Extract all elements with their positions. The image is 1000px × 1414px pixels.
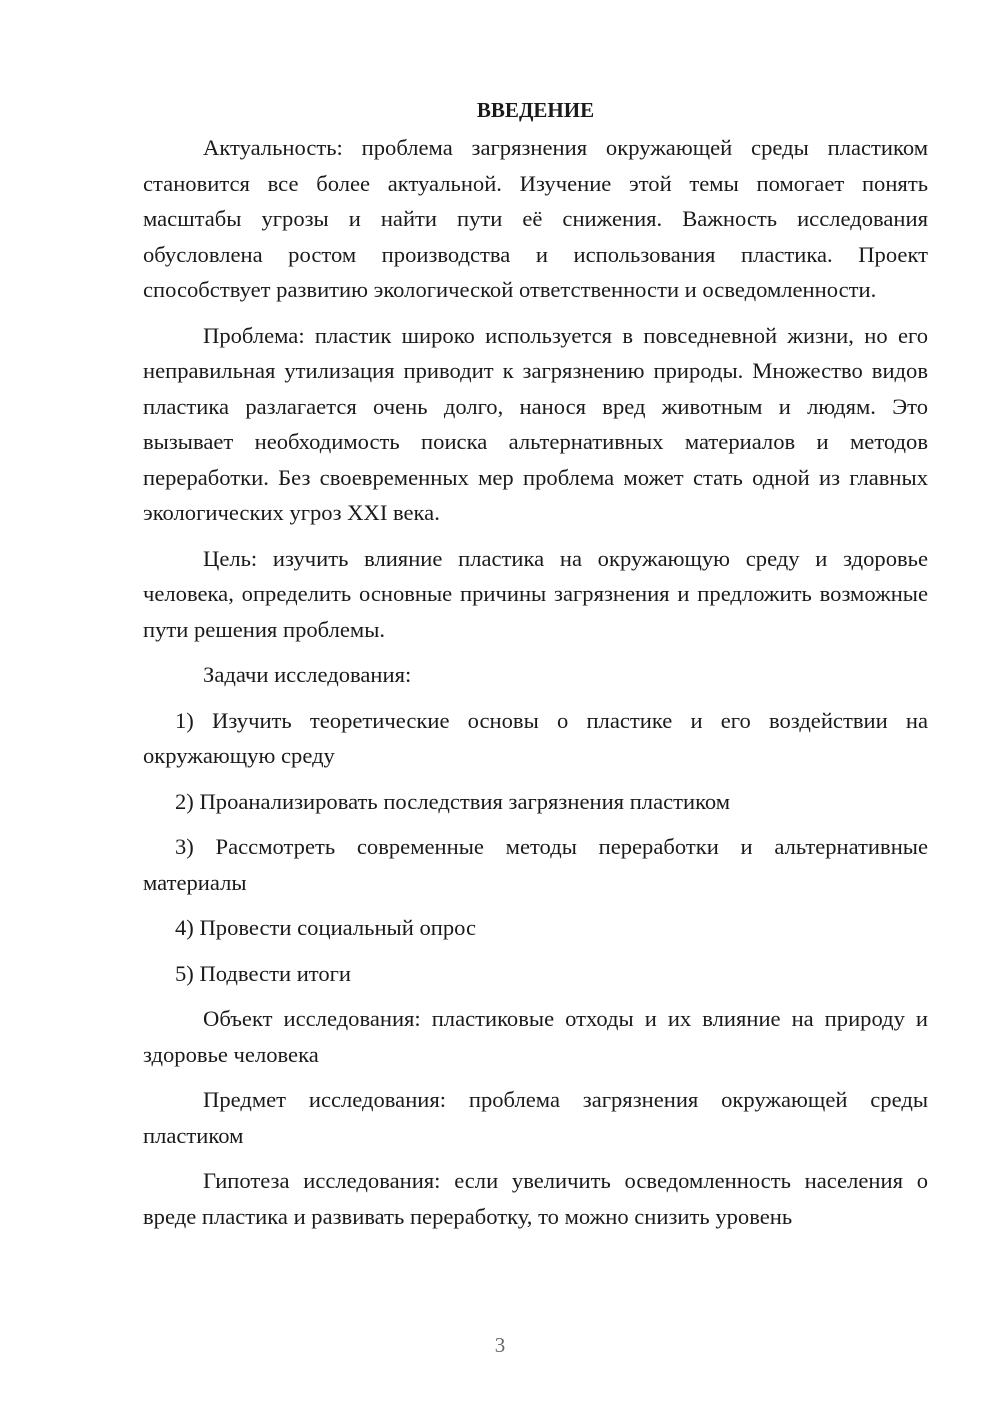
page-number: 3	[494, 1333, 506, 1357]
paragraph-object: Объект исследования: пластиковые отходы и их влияние на природу и здоровье человека	[143, 1006, 928, 1067]
task-item-1: 1) Изучить теоретические основы о пластике и его воздействии на окружающую среду	[143, 707, 928, 768]
paragraph-goal: Цель: изучить влияние пластика на окружающую среду и здоровье человека, определить основные причины загрязнения и предложить возможные пути решения проблемы.	[143, 545, 928, 642]
document-page	[143, 93, 928, 1244]
paragraph-hypothesis: Гипотеза исследования: если увеличить осведомленность населения о вреде пластика и развивать переработку, то можно снизить уровень	[143, 1168, 928, 1229]
paragraph-tasks-heading: Задачи исследования:	[203, 662, 412, 687]
section-title: ВВЕДЕНИЕ	[476, 98, 595, 122]
paragraph-problem: Проблема: пластик широко используется в повседневной жизни, но его неправильная утилизация приводит к загрязнению природы. Множество видов пластика разлагается очень долго, нанося вред животным и людям. Это вызывает необходимость поиска альтернативных материалов и методов переработки. Без своевременных мер проблема может стать одной из главных экологических угроз XXI века.	[143, 322, 928, 525]
task-item-4: 4) Провести социальный опрос	[175, 915, 477, 940]
paragraph-relevance: Актуальность: проблема загрязнения окружающей среды пластиком становится все более актуальной. Изучение этой темы помогает понять масштабы угрозы и найти пути её снижения. Важность исследования обусловлена ростом производства и использования пластика. Проект способствует развитию экологической ответственности и осведомленности.	[143, 135, 928, 302]
paragraph-subject: Предмет исследования: проблема загрязнения окружающей среды пластиком	[143, 1087, 928, 1148]
task-item-5: 5) Подвести итоги	[175, 960, 352, 986]
task-item-2: 2) Проанализировать последствия загрязнения пластиком	[175, 788, 731, 814]
task-item-3: 3) Рассмотреть современные методы переработки и альтернативные материалы	[143, 834, 928, 895]
